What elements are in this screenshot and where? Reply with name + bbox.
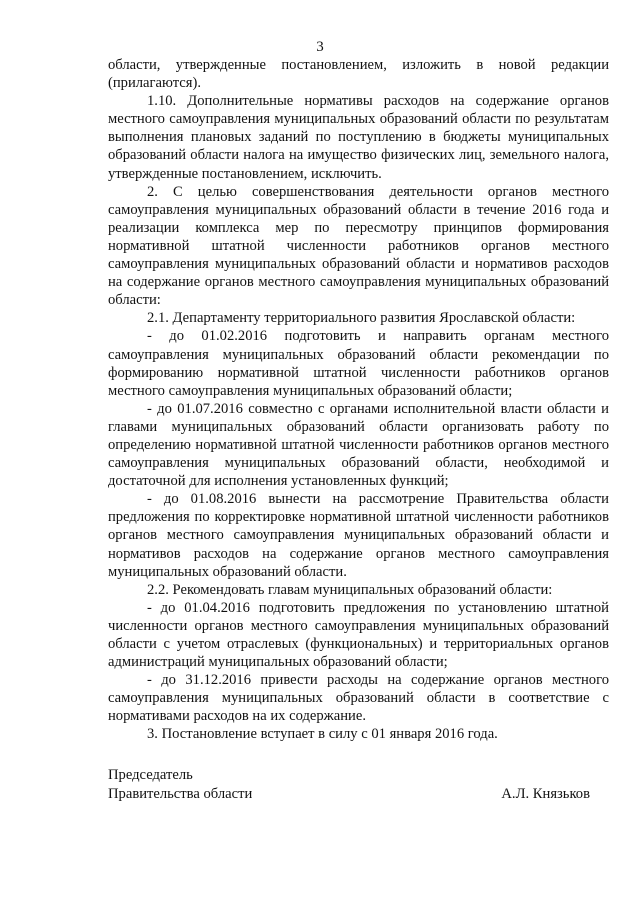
signatory-title-line2: Правительства области	[108, 785, 253, 802]
paragraph-2-1: 2.1. Департаменту территориального развития Ярославской области:	[147, 310, 576, 327]
page-number: 3	[316, 39, 324, 55]
signature-block	[108, 766, 590, 803]
signatory-title-line1: Председатель	[108, 767, 193, 783]
paragraph-2-2: 2.2. Рекомендовать главам муниципальных образований области:	[147, 581, 553, 598]
paragraph-3: 3. Постановление вступает в силу с 01 января 2016 года.	[147, 726, 498, 743]
list-item-2-2-b: - до 31.12.2016 привести расходы на содержание органов местного самоуправления муниципальных образований области в соответствие с нормативами расходов на их содержание.	[108, 672, 609, 725]
list-item-2-1-b: - до 01.07.2016 совместно с органами исполнительной власти области и главами муниципальных образований области организовать работу по определению нормативной штатной численности работников органов местного самоуправления муниципальных образований области, необходимой и достаточной для исполнения установленных функций;	[108, 400, 609, 490]
paragraph-2: 2. С целью совершенствования деятельности органов местного самоуправления муниципальных образований области в течение 2016 года и реализации комплекса мер по пересмотру принципов формирования нормативной штатной численности работников органов местного самоуправления муниципальных образований области и нормативов расходов на содержание органов местного самоуправления муниципальных образований области:	[108, 183, 609, 309]
signatory-name: А.Л. Князьков	[501, 785, 590, 802]
list-item-2-1-a: - до 01.02.2016 подготовить и направить органам местного самоуправления муниципальных образований области рекомендации по формированию нормативной штатной численности работников органов местного самоуправления муниципальных образований области;	[108, 328, 609, 399]
signature-row	[108, 785, 590, 804]
list-item-2-1-c: - до 01.08.2016 вынести на рассмотрение Правительства области предложения по корректировке нормативной штатной численности работников органов местного самоуправления муниципальных образований области и нормативов расходов на содержание органов местного самоуправления муниципальных образований области.	[108, 491, 609, 580]
paragraph-continuation: области, утвержденные постановлением, изложить в новой редакции (прилагаются).	[108, 57, 609, 92]
list-item-2-2-a: - до 01.04.2016 подготовить предложения по установлению штатной численности органов местного самоуправления муниципальных образований области с учетом отраслевых (функциональных) и территориальных органов администраций муниципальных образований области;	[108, 599, 609, 671]
paragraph-1-10: 1.10. Дополнительные нормативы расходов на содержание органов местного самоуправления муниципальных образований области по результатам выполнения плановых заданий по поступлению в бюджеты муниципальных образований области налога на имущество физических лиц, земельного налога, утвержденные постановлением, исключить.	[108, 93, 609, 182]
document-body	[108, 56, 609, 744]
